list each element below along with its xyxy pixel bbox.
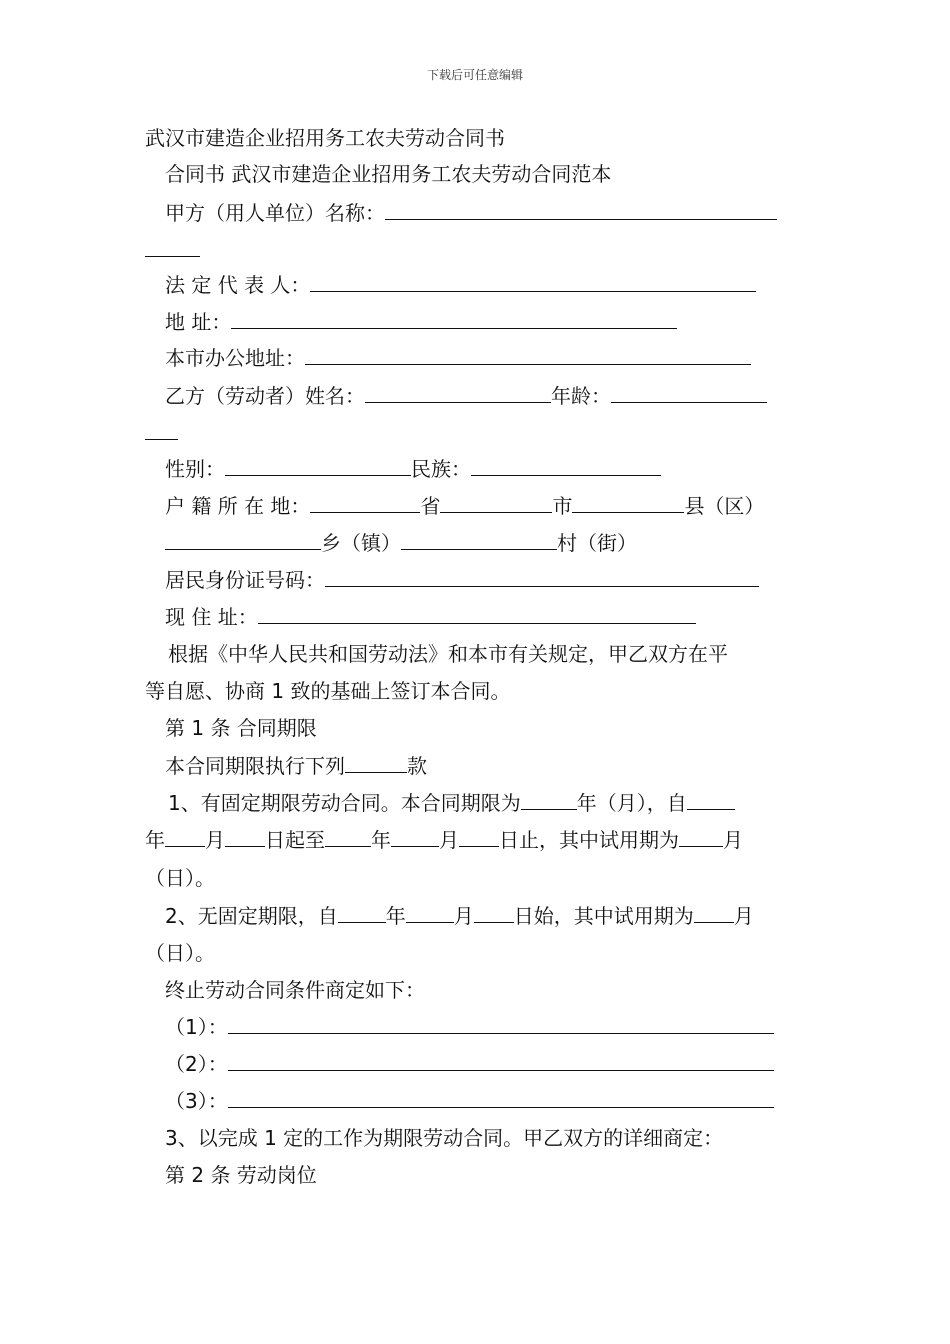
blank — [406, 903, 454, 923]
condition-3-blank — [228, 1088, 774, 1108]
ethnicity-blank — [471, 456, 661, 476]
city-blank — [440, 493, 552, 513]
termination-heading: 终止劳动合同条件商定如下： — [165, 978, 425, 1002]
legal-rep-blank — [310, 272, 756, 292]
party-b-row — [165, 383, 767, 408]
month-label: 月 — [439, 828, 459, 852]
gender-blank — [225, 456, 411, 476]
party-a-name-label: 甲方（用人单位）名称： — [165, 201, 385, 225]
day-start-label: 日始，其中试用期为 — [513, 904, 694, 928]
city-label: 市 — [552, 494, 573, 518]
basis-line-1: 根据《中华人民共和国劳动法》和本市有关规定，甲乙双方在平 — [168, 642, 728, 666]
condition-3-row — [165, 1088, 774, 1113]
month-label: 月 — [723, 828, 743, 852]
item-1-line-1 — [168, 790, 735, 815]
article-2-title: 第 2 条 劳动岗位 — [165, 1163, 317, 1187]
blank — [165, 827, 205, 847]
blank — [687, 790, 735, 810]
document-title: 武汉市建造企业招用务工农夫劳动合同书 — [145, 126, 505, 150]
legal-rep-label: 法 定 代 表 人： — [165, 273, 311, 297]
day-to-label: 日止，其中试用期为 — [499, 828, 679, 852]
address-row — [165, 309, 677, 334]
office-address-row — [165, 345, 751, 370]
id-number-label: 居民身份证号码： — [165, 568, 325, 592]
gender-label: 性别： — [165, 457, 225, 481]
condition-2-label: （2）： — [165, 1052, 228, 1076]
village-label: 村（街） — [557, 531, 637, 555]
article-1-intro-suffix: 款 — [407, 754, 427, 778]
item-2-line-2: （日）。 — [145, 941, 215, 965]
year-label: 年 — [371, 828, 391, 852]
legal-rep-row — [165, 272, 756, 297]
basis-line-2: 等自愿、协商 1 致的基础上签订本合同。 — [145, 679, 511, 703]
id-number-blank — [325, 567, 759, 587]
day-from-label: 日起至 — [265, 828, 325, 852]
ethnicity-label: 民族： — [411, 457, 471, 481]
blank — [679, 827, 723, 847]
blank — [145, 237, 200, 257]
item-2-line-1 — [165, 903, 754, 928]
clause-blank — [345, 753, 407, 773]
current-address-blank — [258, 604, 696, 624]
article-1-title: 第 1 条 合同期限 — [165, 716, 317, 740]
article-1-intro-text: 本合同期限执行下列 — [165, 754, 345, 778]
blank — [325, 827, 371, 847]
address-label: 地 址： — [165, 310, 232, 334]
item-1-text: 1、有固定期限劳动合同。本合同期限为 — [168, 791, 521, 815]
blank — [225, 827, 265, 847]
household-row — [165, 493, 764, 518]
party-a-name-blank-cont — [145, 237, 200, 262]
county-label: 县（区） — [684, 494, 765, 518]
party-b-name-label: 乙方（劳动者）姓名： — [165, 384, 365, 408]
year-label: 年 — [385, 904, 406, 928]
household-label: 户 籍 所 在 地： — [165, 494, 311, 518]
month-label: 月 — [733, 904, 754, 928]
item-3-line: 3、以完成 1 定的工作为期限劳动合同。甲乙双方的详细商定： — [165, 1126, 724, 1150]
township-blank — [165, 530, 321, 550]
address-blank — [231, 309, 677, 329]
age-blank-cont — [145, 420, 178, 445]
current-address-label: 现 住 址： — [165, 605, 258, 629]
party-a-name-row — [165, 200, 777, 225]
party-b-name-blank — [365, 383, 551, 403]
condition-1-blank — [228, 1014, 774, 1034]
blank — [694, 903, 734, 923]
age-label: 年龄： — [551, 384, 611, 408]
condition-1-label: （1）： — [165, 1015, 228, 1039]
item-1-line-3: （日）。 — [145, 866, 215, 890]
article-1-intro — [165, 753, 427, 778]
age-blank — [611, 383, 767, 403]
month-label: 月 — [205, 828, 225, 852]
month-label: 月 — [453, 904, 474, 928]
item-1-line-2 — [145, 827, 743, 852]
condition-2-row — [165, 1051, 774, 1076]
blank — [145, 420, 178, 440]
item-2-text: 2、无固定期限，自 — [165, 904, 338, 928]
village-blank — [401, 530, 557, 550]
id-number-row — [165, 567, 759, 592]
province-label: 省 — [420, 494, 441, 518]
party-a-name-blank — [385, 200, 777, 220]
office-address-label: 本市办公地址： — [165, 346, 305, 370]
blank — [391, 827, 439, 847]
page-header-note: 下载后可任意编辑 — [426, 68, 523, 82]
office-address-blank — [305, 345, 751, 365]
county-blank — [572, 493, 684, 513]
item-1-term-label: 年（月），自 — [576, 791, 687, 815]
year-label: 年 — [145, 828, 165, 852]
gender-ethnicity-row — [165, 456, 661, 481]
township-label: 乡（镇） — [321, 531, 401, 555]
condition-2-blank — [228, 1051, 774, 1071]
province-blank — [310, 493, 420, 513]
township-row — [165, 530, 637, 555]
blank — [474, 903, 514, 923]
condition-3-label: （3）： — [165, 1089, 228, 1113]
document-subtitle: 合同书 武汉市建造企业招用务工农夫劳动合同范本 — [165, 162, 612, 186]
current-address-row — [165, 604, 696, 629]
blank — [521, 790, 577, 810]
blank — [459, 827, 499, 847]
blank — [338, 903, 386, 923]
condition-1-row — [165, 1014, 774, 1039]
